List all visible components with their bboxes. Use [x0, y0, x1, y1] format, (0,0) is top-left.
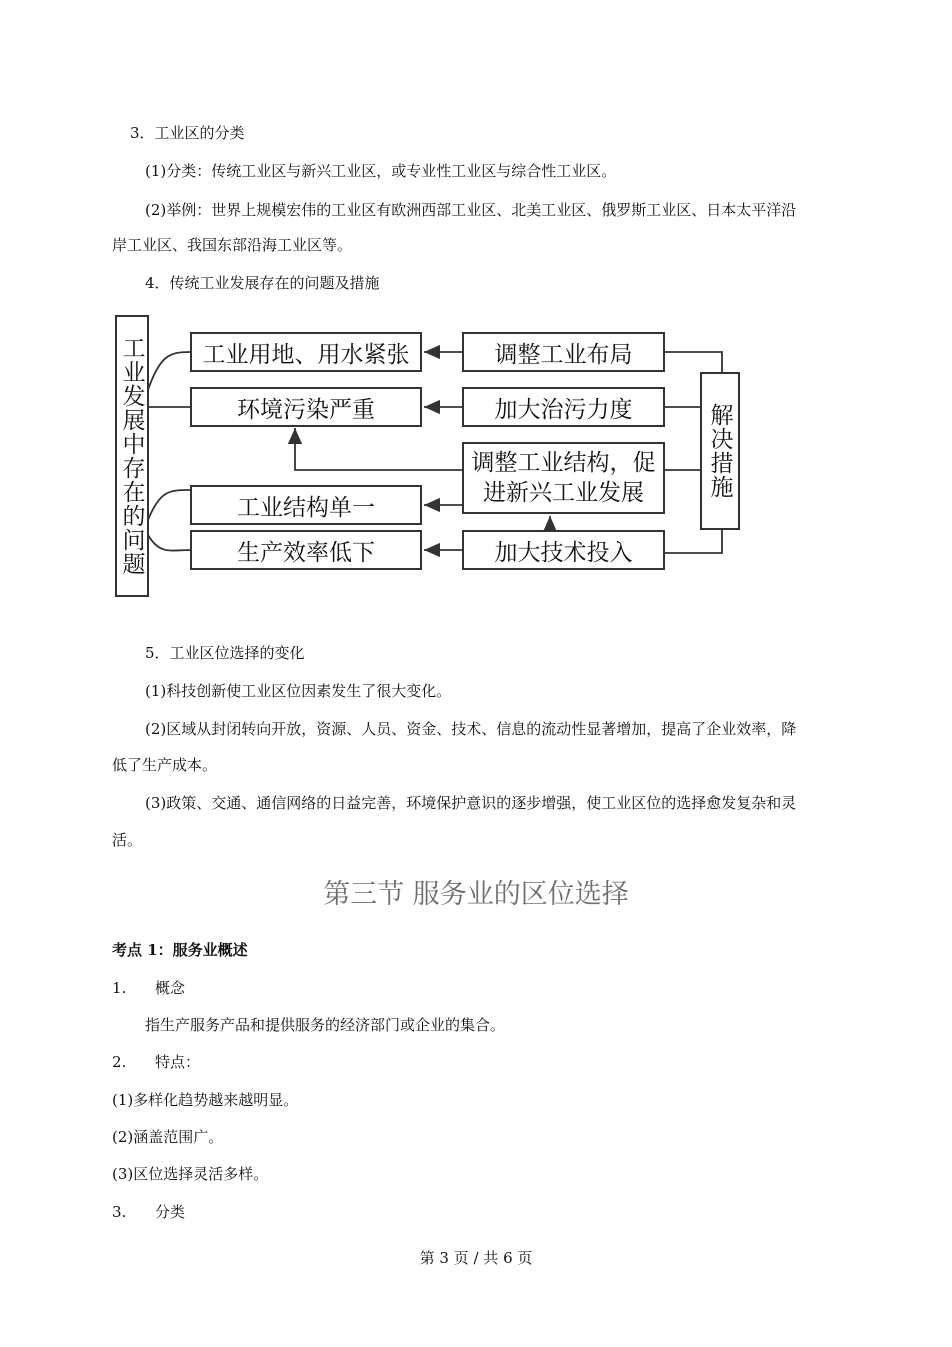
item3-number: 3.: [112, 1203, 127, 1221]
section5-p2-line2: 低了生产成本。: [112, 756, 218, 774]
measures-label: 解决措施: [706, 403, 733, 499]
measure-label-4: 加大技术投入: [494, 539, 633, 566]
problem-box-2: [190, 387, 422, 427]
problems-label: 工业发展中存在的问题: [118, 336, 145, 576]
item2-number: 2.: [112, 1053, 127, 1071]
problems-label-box: [115, 315, 149, 597]
kaodian-title: 考点 1：服务业概述: [112, 941, 248, 959]
problem-label-3: 工业结构单一: [237, 494, 375, 521]
section3-p2-line1: (2)举例：世界上规模宏伟的工业区有欧洲西部工业区、北美工业区、俄罗斯工业区、日本太平洋沿: [145, 201, 797, 219]
connector-left-3: [148, 490, 190, 520]
item2-title: 特点：: [155, 1053, 201, 1071]
section5-title: 5．工业区位选择的变化: [145, 644, 305, 662]
item3-title: 分类: [155, 1203, 186, 1221]
arrow-restructure-pollution: [295, 428, 462, 470]
section5-p1: (1)科技创新使工业区位因素发生了很大变化。: [145, 682, 452, 700]
problem-box-4: [190, 530, 422, 570]
measure-box-3: [462, 442, 665, 514]
problem-label-2: 环境污染严重: [237, 396, 375, 423]
section3-p2-line2: 岸工业区、我国东部沿海工业区等。: [112, 236, 353, 254]
section3-p1: (1)分类：传统工业区与新兴工业区，或专业性工业区与综合性工业区。: [145, 162, 617, 180]
chapter-title: 第三节 服务业的区位选择: [323, 879, 629, 910]
page-footer: 第 3 页 / 共 6 页: [419, 1249, 533, 1267]
measure-box-2: [462, 387, 665, 427]
problem-box-1: [190, 332, 422, 372]
item1-title: 概念: [155, 979, 186, 997]
section5-p3-line2: 活。: [112, 831, 143, 849]
measure-label-3: 调整工业结构，促进新兴工业发展: [471, 450, 656, 506]
problem-label-4: 生产效率低下: [237, 539, 375, 566]
measure-label-2: 加大治污力度: [494, 396, 633, 423]
connector-right-bottom: [665, 530, 722, 553]
measures-label-box: [700, 372, 740, 530]
connector-left-4: [148, 535, 190, 551]
section5-p2-line1: (2)区域从封闭转向开放，资源、人员、资金、技术、信息的流动性显著增加，提高了企业效率，降: [145, 720, 797, 738]
section3-title: 3．工业区的分类: [130, 124, 245, 142]
problem-box-3: [190, 485, 422, 525]
feature-2: (2)涵盖范围广。: [112, 1128, 224, 1146]
feature-3: (3)区位选择灵活多样。: [112, 1165, 269, 1183]
problem-label-1: 工业用地、用水紧张: [202, 341, 410, 368]
section5-p3-line1: (3)政策、交通、通信网络的日益完善，环境保护意识的逐步增强，使工业区位的选择愈发复杂和灵: [145, 794, 797, 812]
measure-label-1: 调整工业布局: [494, 341, 633, 368]
item1-text: 指生产服务产品和提供服务的经济部门或企业的集合。: [145, 1016, 506, 1034]
item1-number: 1.: [112, 979, 127, 997]
problems-measures-diagram: [110, 310, 770, 600]
feature-1: (1)多样化趋势越来越明显。: [112, 1091, 299, 1109]
measure-box-1: [462, 332, 665, 372]
measure-box-4: [462, 530, 665, 570]
section4-title: 4．传统工业发展存在的问题及措施: [145, 274, 380, 292]
connector-right-top: [665, 352, 722, 372]
connector-left-1: [148, 352, 190, 390]
